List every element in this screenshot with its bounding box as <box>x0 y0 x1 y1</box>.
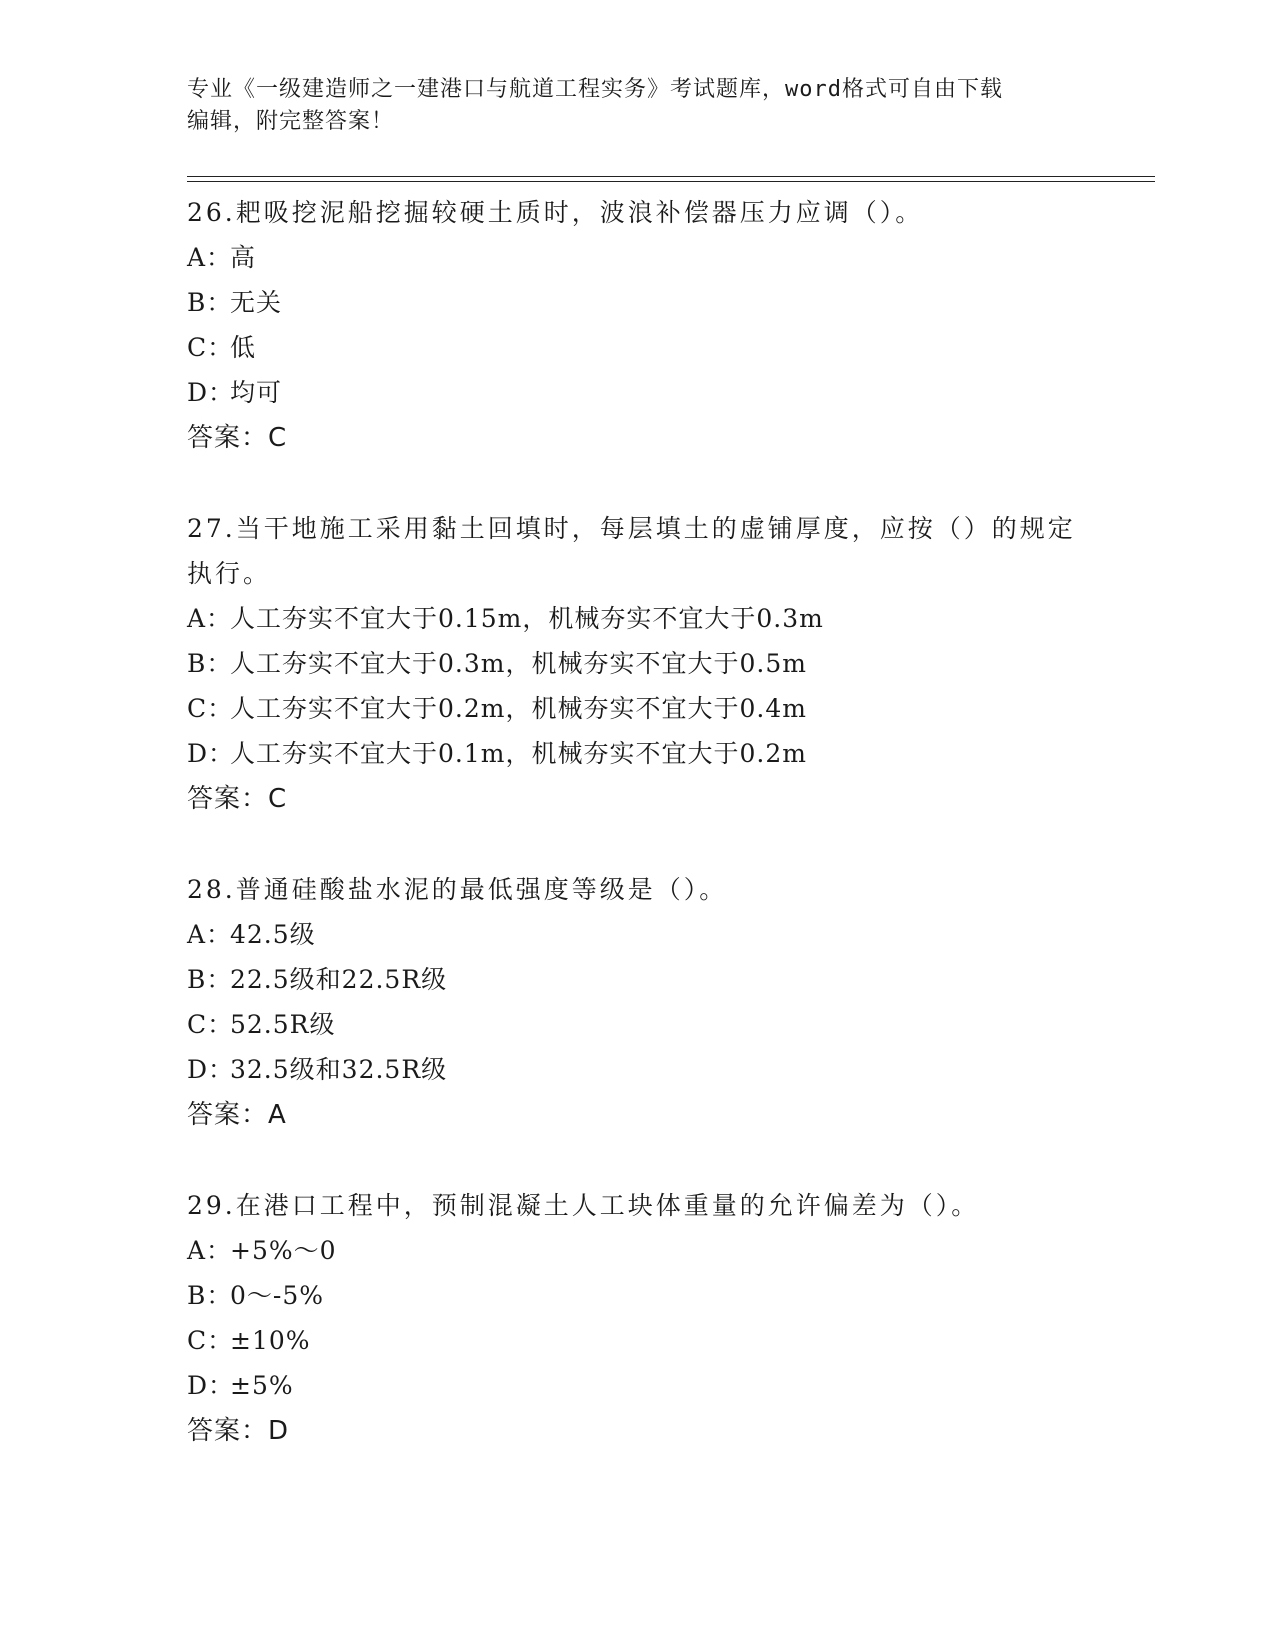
question-gap <box>187 461 1087 506</box>
option-c <box>187 325 1087 370</box>
option-c <box>187 686 1087 731</box>
option-text: +5%～0 <box>230 1236 337 1265</box>
option-key: C： <box>187 333 234 362</box>
option-d <box>187 370 1087 415</box>
option-key: B： <box>187 288 233 317</box>
option-d <box>187 1363 1087 1408</box>
answer-line: 答案：D <box>187 1416 290 1446</box>
option-text: 52.5R级 <box>230 1010 336 1039</box>
option-b <box>187 280 1087 325</box>
option-a <box>187 596 1087 641</box>
option-key: A： <box>187 1236 233 1265</box>
question-28 <box>187 867 1087 1138</box>
option-a <box>187 235 1087 280</box>
question-gap <box>187 1138 1087 1183</box>
option-key: A： <box>187 243 233 272</box>
option-key: C： <box>187 1326 234 1355</box>
option-d <box>187 731 1087 776</box>
option-b <box>187 957 1087 1002</box>
question-stem: 27.当干地施工采用黏土回填时，每层填土的虚铺厚度，应按（）的规定执行。 <box>187 514 1076 588</box>
option-text: 人工夯实不宜大于0.1m，机械夯实不宜大于0.2m <box>230 739 807 768</box>
answer-line: 答案：A <box>187 1100 287 1130</box>
option-c <box>187 1318 1087 1363</box>
question-27 <box>187 506 1087 822</box>
answer-line: 答案：C <box>187 784 288 814</box>
option-a <box>187 912 1087 957</box>
header-line-1: 专业《一级建造师之一建港口与航道工程实务》考试题库，word格式可自由下载 <box>187 77 1003 102</box>
option-key: B： <box>187 1281 233 1310</box>
option-key: D： <box>187 1055 235 1084</box>
question-stem: 28.普通硅酸盐水泥的最低强度等级是（）。 <box>187 875 728 904</box>
question-26 <box>187 190 1087 461</box>
option-key: C： <box>187 1010 234 1039</box>
option-text: 42.5级 <box>230 920 316 949</box>
option-text: 均可 <box>230 378 283 407</box>
question-stem: 26.耙吸挖泥船挖掘较硬土质时，波浪补偿器压力应调（）。 <box>187 198 924 227</box>
option-text: 0～-5% <box>230 1281 325 1310</box>
question-list <box>187 190 1087 1454</box>
header-divider-bottom <box>187 181 1155 182</box>
question-stem: 29.在港口工程中，预制混凝土人工块体重量的允许偏差为（）。 <box>187 1191 980 1220</box>
option-key: A： <box>187 604 233 633</box>
option-key: C： <box>187 694 234 723</box>
question-gap <box>187 822 1087 867</box>
option-key: A： <box>187 920 233 949</box>
option-b <box>187 641 1087 686</box>
question-29 <box>187 1183 1087 1454</box>
option-key: B： <box>187 649 233 678</box>
option-text: 22.5级和22.5R级 <box>230 965 448 994</box>
option-text: 高 <box>230 243 257 272</box>
option-text: ±10% <box>230 1326 311 1355</box>
answer-line: 答案：C <box>187 423 288 453</box>
option-key: D： <box>187 378 235 407</box>
option-c <box>187 1002 1087 1047</box>
option-key: B： <box>187 965 233 994</box>
option-b <box>187 1273 1087 1318</box>
option-text: 32.5级和32.5R级 <box>230 1055 448 1084</box>
option-key: D： <box>187 739 235 768</box>
option-d <box>187 1047 1087 1092</box>
option-text: 人工夯实不宜大于0.2m，机械夯实不宜大于0.4m <box>230 694 807 723</box>
header-divider-top <box>187 176 1155 177</box>
option-key: D： <box>187 1371 235 1400</box>
document-header <box>187 74 1077 138</box>
option-a <box>187 1228 1087 1273</box>
option-text: ±5% <box>230 1371 294 1400</box>
option-text: 人工夯实不宜大于0.15m，机械夯实不宜大于0.3m <box>230 604 824 633</box>
header-line-2: 编辑，附完整答案！ <box>187 109 395 134</box>
option-text: 低 <box>230 333 257 362</box>
option-text: 人工夯实不宜大于0.3m，机械夯实不宜大于0.5m <box>230 649 807 678</box>
option-text: 无关 <box>230 288 283 317</box>
